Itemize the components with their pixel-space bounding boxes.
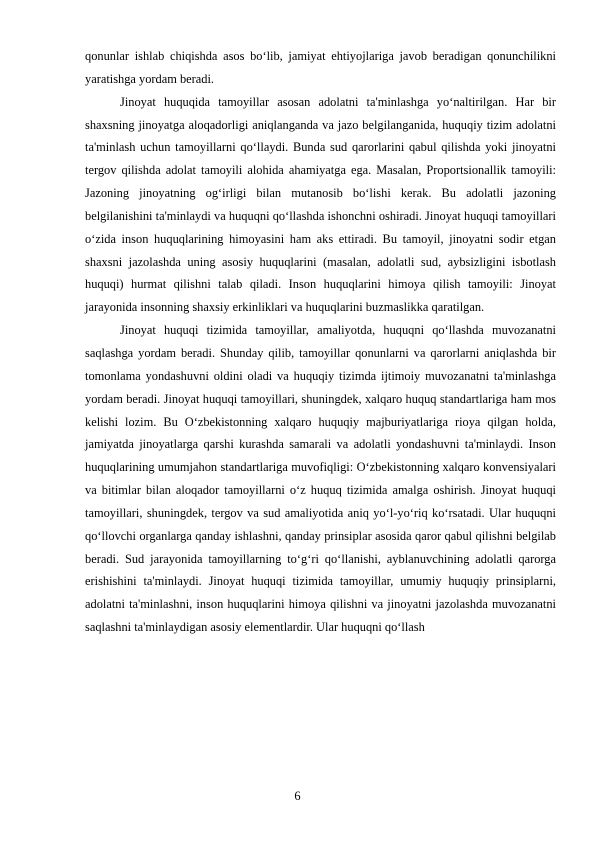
paragraph: Jinoyat huquqi tizimida tamoyillar, amaliyotda, huquqni qo‘llashda muvozanatni saqlashga yordam beradi. Shunday qilib, tamoyillar qonunlarni va qarorlarni aniqlashda bir tomonlama yondashuvni oldini oladi va huquqiy tizimda ijtimoiy muvozanatni ta'minlashga yordam beradi. Jinoyat huquqi tamoyillari, shuningdek, xalqaro huquq standartlariga ham mos kelishi lozim. Bu O‘zbekistonning xalqaro huquqiy majburiyatlariga rioya qilgan holda, jamiyatda jinoyatlarga qarshi kurashda samarali va adolatli yondashuvni ta'minlaydi. Inson huquqlarining umumjahon standartlariga muvofiqligi: O‘zbekistonning xalqaro konvensiyalari va bitimlar bilan aloqador tamoyillarni o‘z huquq tizimida amalga oshirish. Jinoyat huquqi tamoyillari, shuningdek, tergov va sud amaliyotida aniq yo‘l-yo‘riq ko‘rsatadi. Ular huquqni qo‘llovchi organlarga qanday ishlashni, qanday prinsiplar asosida qaror qabul qilishni belgilab beradi. Sud jarayonida tamoyillarning to‘g‘ri qo‘llanishi, ayblanuvchining adolatli qarorga erishishini ta'minlaydi. Jinoyat huquqi tizimida tamoyillar, umumiy huquqiy prinsiplarni, adolatni ta'minlashni, inson huquqlarini himoya qilishni va jinoyatni jazolashda muvozanatni saqlashni ta'minlaydigan asosiy elementlardir. Ular huquqni qo‘llash	[85, 323, 556, 635]
paragraph: Jinoyat huquqida tamoyillar asosan adolatni ta'minlashga yo‘naltirilgan. Har bir shaxsning jinoyatga aloqadorligi aniqlanganda va jazo belgilanganida, huquqiy tizim adolatni ta'minlash uchun tamoyillarni qo‘llaydi. Bunda sud qarorlarini qabul qilishda yoki jinoyatni tergov qilishda adolat tamoyili alohida ahamiyatga ega. Masalan, Proportsionallik tamoyili: Jazoning jinoyatning og‘irligi bilan mutanosib bo‘lishi kerak. Bu adolatli jazoning belgilanishini ta'minlaydi va huquqni qo‘llashda ishonchni oshiradi. Jinoyat huquqi tamoyillari o‘zida inson huquqlarining himoyasini ham aks ettiradi. Bu tamoyil, jinoyatni sodir etgan shaxsni jazolashda uning asosiy huquqlarini (masalan, adolatli sud, aybsizligini isbotlash huquqi) hurmat qilishni talab qiladi. Inson huquqlarini himoya qilish tamoyili: Jinoyat jarayonida insonning shaxsiy erkinliklari va huquqlarini buzmaslikka qaratilgan.	[85, 94, 556, 315]
page-number: 6	[294, 789, 301, 803]
body-text	[85, 45, 556, 639]
paragraph-continuation: qonunlar ishlab chiqishda asos bo‘lib, jamiyat ehtiyojlariga javob beradigan qonunchilikni yaratishga yordam beradi.	[85, 49, 556, 86]
